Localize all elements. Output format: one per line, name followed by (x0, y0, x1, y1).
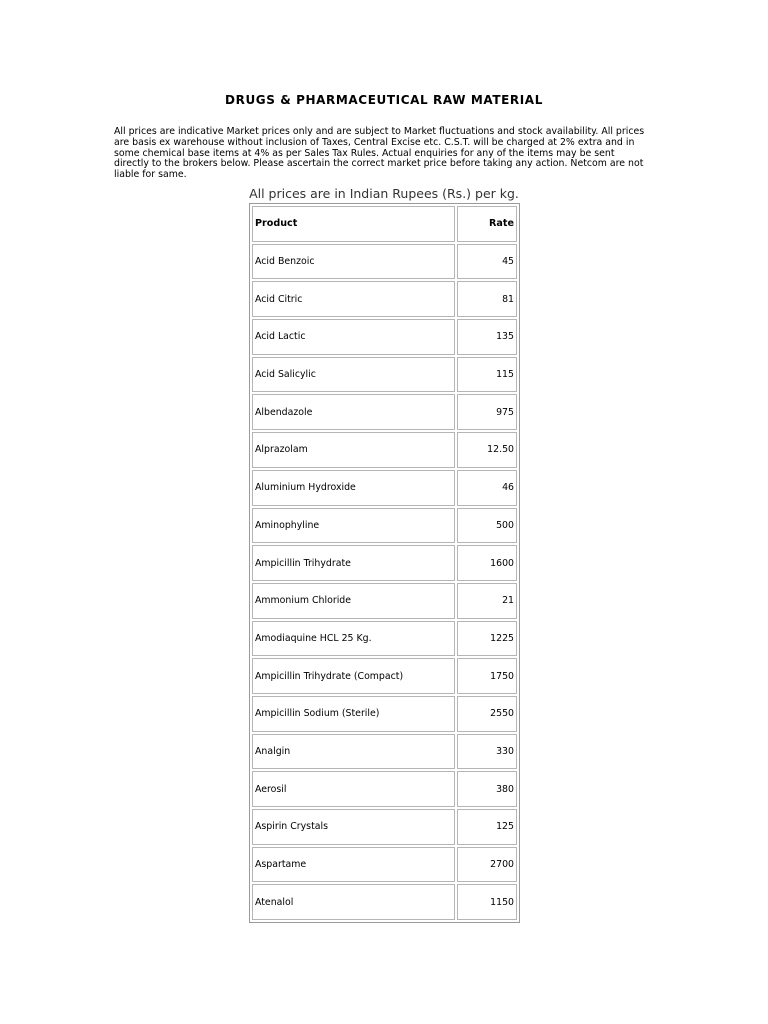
disclaimer-line: directly to the brokers below. Please ascertain the correct market price before taking any action. Netcom are not (114, 158, 644, 170)
column-header-product: Product (252, 206, 455, 242)
rate-cell: 81 (457, 281, 517, 317)
table-row (251, 356, 518, 394)
product-cell: Aerosil (252, 771, 455, 807)
table-row (251, 431, 518, 469)
rate-cell: 21 (457, 583, 517, 619)
product-cell: Acid Salicylic (252, 357, 455, 393)
rate-cell: 135 (457, 319, 517, 355)
rate-cell: 975 (457, 394, 517, 430)
column-header-rate: Rate (457, 206, 517, 242)
page-title: DRUGS & PHARMACEUTICAL RAW MATERIAL (225, 93, 543, 107)
price-table (249, 203, 520, 923)
table-row (251, 808, 518, 846)
rate-cell: 125 (457, 809, 517, 845)
disclaimer-line: All prices are indicative Market prices only and are subject to Market fluctuations and stock availability. All prices (114, 126, 645, 137)
product-cell: Aspirin Crystals (252, 809, 455, 845)
product-cell: Ampicillin Trihydrate (252, 545, 455, 581)
rate-cell: 380 (457, 771, 517, 807)
rate-cell: 330 (457, 734, 517, 770)
disclaimer-line: are basis ex warehouse without inclusion of Taxes, Central Excise etc. C.S.T. will be charged at 2% extra and in (114, 136, 635, 148)
disclaimer-line: liable for same. (114, 169, 187, 181)
rate-cell: 46 (457, 470, 517, 506)
rate-cell: 2700 (457, 847, 517, 883)
product-cell: Albendazole (252, 394, 455, 430)
product-cell: Ammonium Chloride (252, 583, 455, 619)
table-row (251, 243, 518, 281)
table-row (251, 770, 518, 808)
rate-cell: 500 (457, 508, 517, 544)
rate-cell: 2550 (457, 696, 517, 732)
table-row (251, 393, 518, 431)
disclaimer-paragraph (114, 127, 656, 181)
table-row (251, 620, 518, 658)
product-cell: Acid Lactic (252, 319, 455, 355)
product-cell: Aluminium Hydroxide (252, 470, 455, 506)
product-cell: Analgin (252, 734, 455, 770)
product-cell: Alprazolam (252, 432, 455, 468)
rate-cell: 1600 (457, 545, 517, 581)
disclaimer-line: some chemical base items at 4% as per Sales Tax Rules. Actual enquiries for any of the items may be sent (114, 147, 615, 159)
table-row (251, 733, 518, 771)
table-row (251, 318, 518, 356)
product-cell: Aspartame (252, 847, 455, 883)
product-cell: Amodiaquine HCL 25 Kg. (252, 621, 455, 657)
rate-cell: 45 (457, 244, 517, 280)
product-cell: Atenalol (252, 884, 455, 920)
table-row (251, 582, 518, 620)
rate-cell: 12.50 (457, 432, 517, 468)
table-row (251, 695, 518, 733)
table-row (251, 846, 518, 884)
rate-cell: 1750 (457, 658, 517, 694)
product-cell: Ampicillin Trihydrate (Compact) (252, 658, 455, 694)
table-row (251, 469, 518, 507)
rate-cell: 1225 (457, 621, 517, 657)
table-row (251, 544, 518, 582)
rate-cell: 1150 (457, 884, 517, 920)
table-header-row (251, 205, 518, 243)
product-cell: Acid Benzoic (252, 244, 455, 280)
table-row (251, 280, 518, 318)
table-row (251, 507, 518, 545)
table-row (251, 883, 518, 921)
product-cell: Acid Citric (252, 281, 455, 317)
product-cell: Ampicillin Sodium (Sterile) (252, 696, 455, 732)
table-row (251, 657, 518, 695)
product-cell: Aminophyline (252, 508, 455, 544)
units-note: All prices are in Indian Rupees (Rs.) per kg. (249, 186, 519, 201)
rate-cell: 115 (457, 357, 517, 393)
